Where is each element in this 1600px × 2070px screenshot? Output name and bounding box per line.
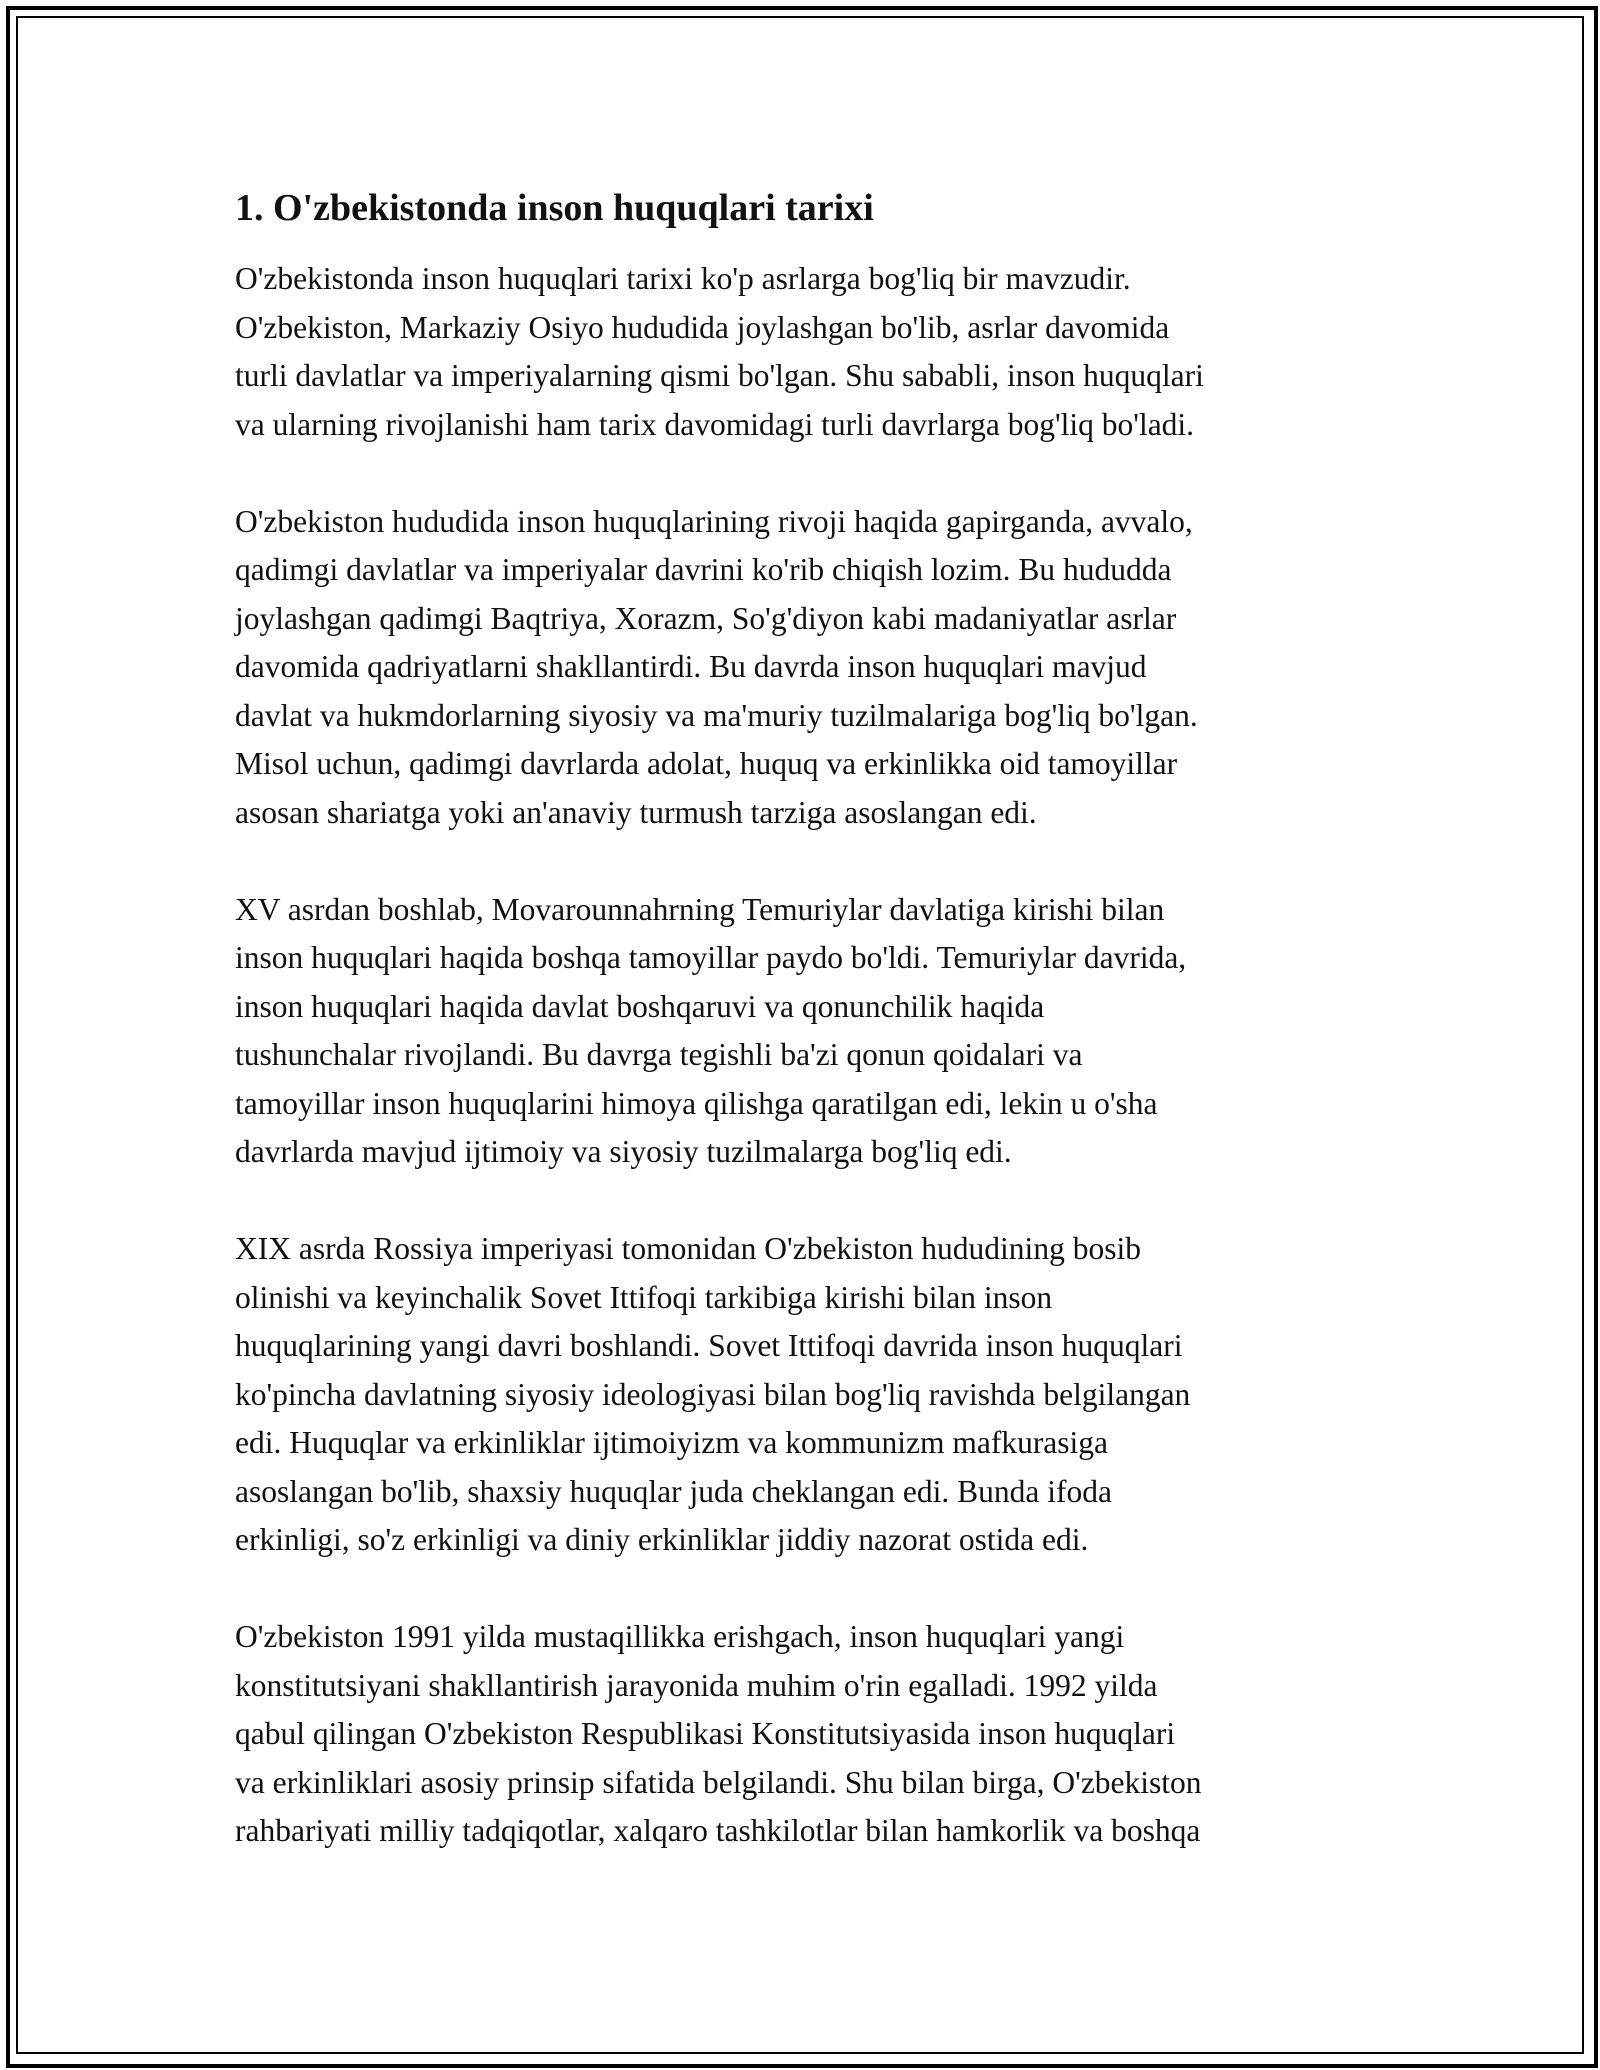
text-line: asosan shariatga yoki an'anaviy turmush tarziga asoslangan edi.: [235, 794, 1037, 830]
text-line: XIX asrda Rossiya imperiyasi tomonidan O'zbekiston hududining bosib: [235, 1231, 1141, 1266]
text-line: joylashgan qadimgi Baqtriya, Xorazm, So'g'diyon kabi madaniyatlar asrlar: [235, 600, 1177, 636]
text-line: olinishi va keyinchalik Sovet Ittifoqi tarkibiga kirishi bilan inson: [235, 1279, 1053, 1315]
text-line: XV asrdan boshlab, Movarounnahrning Temuriylar davlatiga kirishi bilan: [235, 891, 1165, 927]
text-line: tamoyillar inson huquqlarini himoya qilishga qaratilgan edi, lekin u o'sha: [235, 1085, 1158, 1121]
text-line: edi. Huquqlar va erkinliklar ijtimoiyizm va kommunizm mafkurasiga: [235, 1425, 1109, 1460]
paragraph-5: [235, 1613, 1370, 1856]
text-line: davrlarda mavjud ijtimoiy va siyosiy tuzilmalarga bog'liq edi.: [235, 1134, 1012, 1169]
paragraph-3: [235, 886, 1370, 1177]
text-line: O'zbekiston 1991 yilda mustaqillikka erishgach, inson huquqlari yangi: [235, 1619, 1125, 1654]
text-line: Misol uchun, qadimgi davrlarda adolat, huquq va erkinlikka oid tamoyillar: [235, 746, 1178, 781]
text-line: qabul qilingan O'zbekiston Respublikasi Konstitutsiyasida inson huquqlari: [235, 1716, 1176, 1751]
text-line: rahbariyati milliy tadqiqotlar, xalqaro tashkilotlar bilan hamkorlik va boshqa: [235, 1813, 1201, 1848]
document-body: [235, 183, 1370, 1904]
text-line: turli davlatlar va imperiyalarning qismi bo'lgan. Shu sababli, inson huquqlari: [235, 358, 1204, 393]
text-line: O'zbekiston, Markaziy Osiyo hududida joylashgan bo'lib, asrlar davomida: [235, 309, 1170, 345]
text-line: va erkinliklari asosiy prinsip sifatida belgilandi. Shu bilan birga, O'zbekiston: [235, 1764, 1202, 1800]
text-line: davlat va hukmdorlarning siyosiy va ma'muriy tuzilmalariga bog'liq bo'lgan.: [235, 697, 1198, 733]
text-line: O'zbekiston hududida inson huquqlarining rivoji haqida gapirganda, avvalo,: [235, 503, 1193, 539]
text-line: inson huquqlari haqida boshqa tamoyillar paydo bo'ldi. Temuriylar davrida,: [235, 940, 1187, 975]
text-line: ko'pincha davlatning siyosiy ideologiyasi bilan bog'liq ravishda belgilangan: [235, 1376, 1191, 1412]
text-line: konstitutsiyani shakllantirish jarayonida muhim o'rin egalladi. 1992 yilda: [235, 1667, 1158, 1703]
text-line: asoslangan bo'lib, shaxsiy huquqlar juda cheklangan edi. Bunda ifoda: [235, 1473, 1112, 1509]
paragraph-2: [235, 498, 1370, 838]
text-line: tushunchalar rivojlandi. Bu davrga tegishli ba'zi qonun qoidalari va: [235, 1037, 1083, 1072]
section-heading: 1. O'zbekistonda inson huquqlari tarixi: [235, 187, 874, 229]
text-line: davomida qadriyatlarni shakllantirdi. Bu davrda inson huquqlari mavjud: [235, 649, 1147, 684]
paragraph-1: [235, 255, 1370, 449]
paragraph-4: [235, 1225, 1370, 1565]
text-line: huquqlarining yangi davri boshlandi. Sovet Ittifoqi davrida inson huquqlari: [235, 1328, 1183, 1363]
text-line: inson huquqlari haqida davlat boshqaruvi va qonunchilik haqida: [235, 988, 1045, 1024]
text-line: va ularning rivojlanishi ham tarix davomidagi turli davrlarga bog'liq bo'ladi.: [235, 406, 1195, 442]
text-line: erkinligi, so'z erkinligi va diniy erkinliklar jiddiy nazorat ostida edi.: [235, 1522, 1089, 1557]
text-line: O'zbekistonda inson huquqlari tarixi ko'p asrlarga bog'liq bir mavzudir.: [235, 261, 1131, 296]
text-line: qadimgi davlatlar va imperiyalar davrini ko'rib chiqish lozim. Bu hududda: [235, 552, 1172, 587]
